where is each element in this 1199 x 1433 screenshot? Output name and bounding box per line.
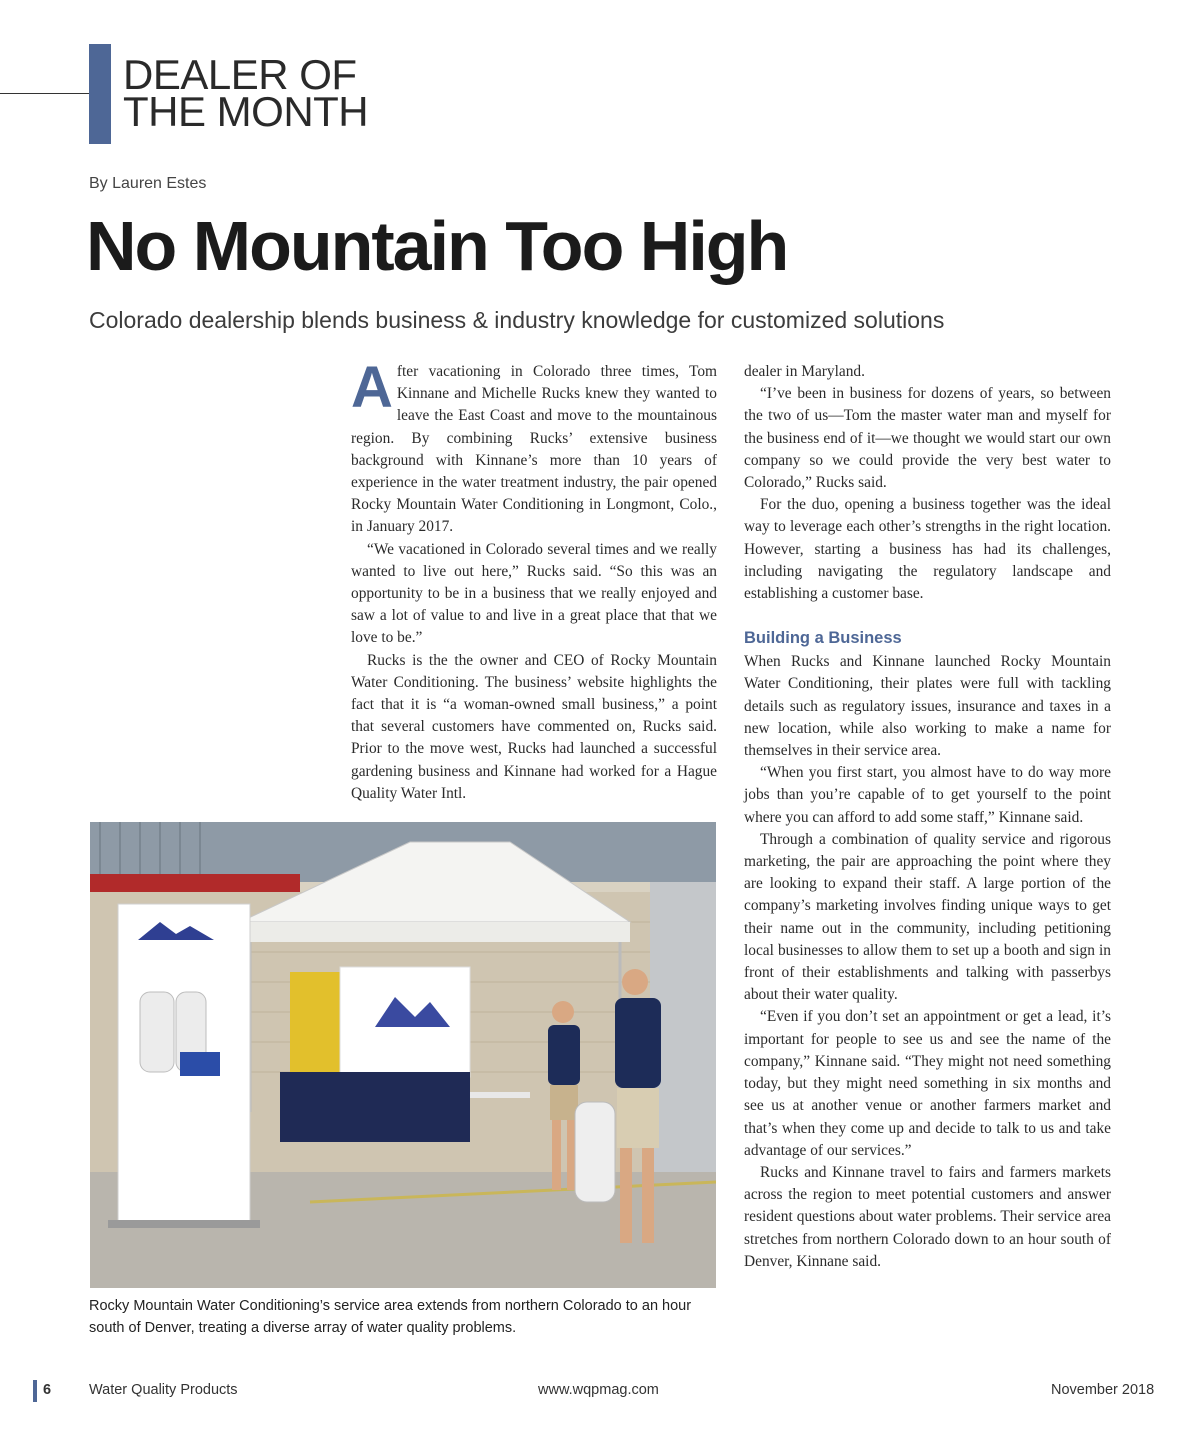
article-column-1 xyxy=(351,355,717,805)
paragraph: For the duo, opening a business together was the ideal way to leverage each other’s strengths in the right location. However, starting a business has had its challenges, including navigating the regulatory landscape and establishing a customer base. xyxy=(744,496,1111,603)
section-title-line2: THE MONTH xyxy=(123,88,369,135)
magazine-url[interactable]: www.wqpmag.com xyxy=(538,1382,659,1398)
paragraph: When Rucks and Kinnane launched Rocky Mountain Water Conditioning, their plates were full with tackling details such as regulatory issues, insurance and taxes in a new location, while also working to make a name for themselves in their service area. xyxy=(744,653,1111,760)
paragraph: After vacationing in Colorado three times, Tom Kinnane and Michelle Rucks knew they wanted to leave the East Coast and move to the mountainous region. By combining Rucks’ extensive business background with Kinnane’s more than 10 years of experience in the water treatment industry, the pair opened Rocky Mountain Water Conditioning in Longmont, Colo., in January 2017. xyxy=(351,355,717,536)
photo-caption: Rocky Mountain Water Conditioning’s service area extends from northern Colorado to an hour south of Denver, treating a diverse array of water quality problems. xyxy=(89,1298,692,1336)
header-rule xyxy=(0,93,90,94)
section-accent-bar xyxy=(89,44,111,144)
magazine-name: Water Quality Products xyxy=(89,1382,238,1398)
paragraph: dealer in Maryland. xyxy=(744,363,865,380)
paragraph: “When you first start, you almost have to do way more jobs than you’re capable of to get yourself to the point where you can afford to add some staff,” Kinnane said. xyxy=(744,764,1111,826)
section-title-line1: DEALER OF xyxy=(123,51,357,98)
paragraph: Rucks is the the owner and CEO of Rocky Mountain Water Conditioning. The business’ website highlights the fact that it is “a woman-owned small business,” a point that several customers have commented on, Rucks said. Prior to the move west, Rucks had launched a successful gardening business and Kinnane had worked for a Hague Quality Water Intl. xyxy=(351,651,717,802)
article-column-2 xyxy=(744,361,1111,1273)
article-photo xyxy=(90,822,716,1288)
section-title xyxy=(123,51,369,135)
paragraph: “Even if you don’t set an appointment or get a lead, it’s important for people to see us and see the name of the company,” Kinnane said. “They might not need something today, but they might need something in six months and see us at another venue or another farmers market and that’s when they come up and decide to talk to us and take advantage of our services.” xyxy=(744,1008,1111,1159)
paragraph: “We vacationed in Colorado several times and we really wanted to live out here,” Rucks said. “So this was an opportunity to be in a business that we really enjoyed and saw a lot of value to and live in a great place that that we love to be.” xyxy=(351,540,717,647)
page-number: 6 xyxy=(43,1382,52,1398)
byline: By Lauren Estes xyxy=(89,175,207,192)
headline: No Mountain Too High xyxy=(86,207,788,285)
footer-accent-bar xyxy=(33,1380,37,1402)
paragraph: Rucks and Kinnane travel to fairs and farmers markets across the region to meet potential customers and answer resident questions about water problems. Their service area stretches from northern Colorado down to an hour south of Denver, Kinnane said. xyxy=(744,1163,1111,1270)
subhead: Colorado dealership blends business & industry knowledge for customized solutions xyxy=(89,307,945,333)
issue-date: November 2018 xyxy=(1051,1382,1155,1398)
paragraph: Through a combination of quality service and rigorous marketing, the pair are approaching the point where they are looking to expand their staff. A large portion of the company’s marketing involves finding unique ways to get their name out in the community, including petitioning local businesses to allow them to set up a booth and sign in front of their establishments and talking with passerbys about their water quality. xyxy=(744,830,1111,1004)
article-subheading: Building a Business xyxy=(744,629,902,648)
drop-cap: A xyxy=(351,355,393,420)
paragraph: “I’ve been in business for dozens of years, so between the two of us—Tom the master water man and myself for the business end of it—we thought we would start our own company so we could provide the very best water to Colorado,” Rucks said. xyxy=(744,385,1111,492)
